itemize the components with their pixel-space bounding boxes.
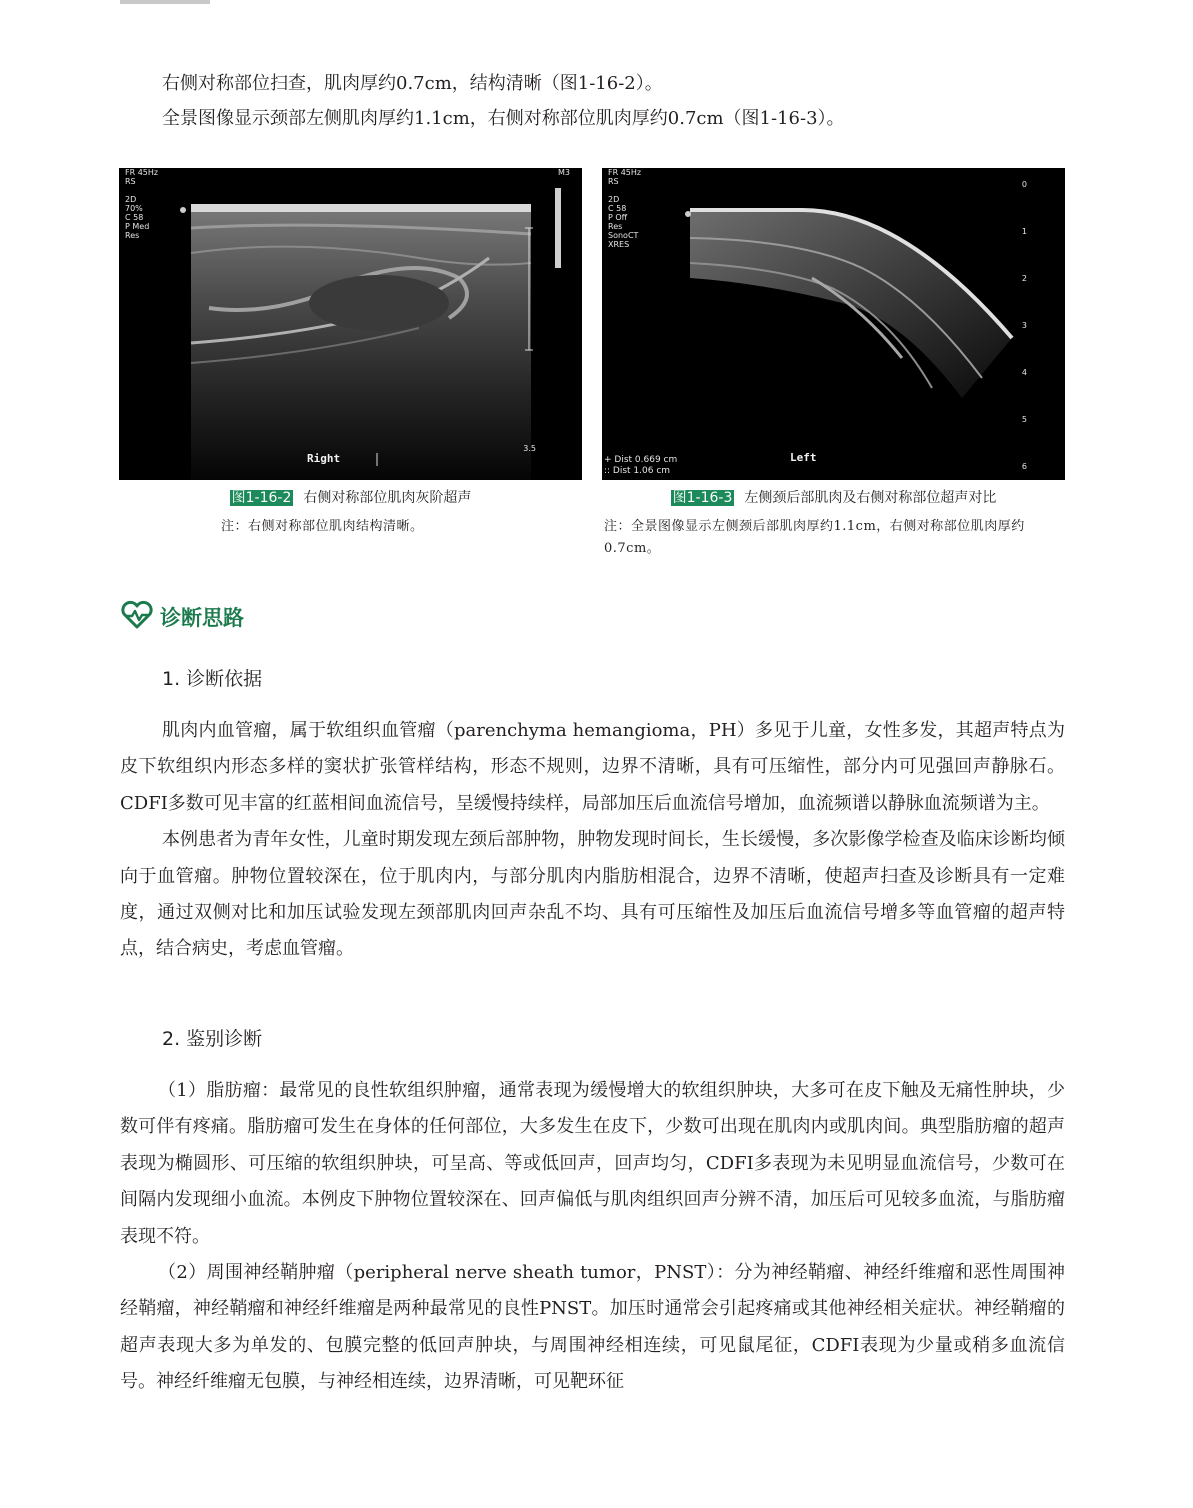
side-label-right: Right <box>307 452 341 465</box>
section-heading <box>120 600 244 634</box>
overlay-line: C 58 <box>608 204 627 213</box>
ultrasound-scan-left <box>602 168 1065 480</box>
caption-text: 左侧颈后部肌肉及右侧对称部位超声对比 <box>744 490 997 506</box>
overlay-line: RS <box>608 177 619 186</box>
overlay-line <box>125 186 158 195</box>
overlay-params-left <box>608 168 641 249</box>
intro-text <box>120 66 1065 136</box>
figure-caption <box>602 490 1065 506</box>
depth-scale <box>1022 180 1027 471</box>
section-title: 诊断思路 <box>160 605 244 630</box>
figure-1-16-3 <box>602 168 1065 560</box>
overlay-line: RS <box>125 177 136 186</box>
scale-tick: 6 <box>1021 462 1027 471</box>
scale-tick: 4 <box>1021 368 1027 377</box>
scale-tick: 5 <box>1021 415 1027 424</box>
overlay-line: 70% <box>125 204 143 213</box>
caption-text: 右侧对称部位肌肉灰阶超声 <box>303 490 472 506</box>
intro-line-2: 全景图像显示颈部左侧肌肉厚约1.1cm，右侧对称部位肌肉厚约0.7cm（图1-16-3）。 <box>162 108 845 129</box>
subheading-basis: 1. 诊断依据 <box>162 668 263 690</box>
ultrasound-image-left <box>602 168 1065 480</box>
overlay-line: FR 45Hz <box>608 168 642 177</box>
scale-tick: 3 <box>1021 321 1027 330</box>
page-corner-mark <box>120 0 210 4</box>
overlay-line <box>608 186 641 195</box>
ultrasound-scan-right <box>119 168 582 480</box>
figure-number-tag: 图1-16-2 <box>231 490 292 506</box>
distance-readout <box>604 455 677 477</box>
ultrasound-image-right <box>119 168 582 480</box>
figure-note: 注：右侧对称部位肌肉结构清晰。 <box>221 519 424 534</box>
overlay-line: SonoCT <box>608 231 639 240</box>
corner-label: M3 <box>558 168 570 177</box>
paragraph: 本例患者为青年女性，儿童时期发现左颈后部肿物，肿物发现时间长，生长缓慢，多次影像学检查及临床诊断均倾向于血管瘤。肿物位置较深在，位于肌肉内，与部分肌肉内脂肪相混合，边界不清晰，使超声扫查及诊断具有一定难度，通过双侧对比和加压试验发现左颈部肌肉回声杂乱不均、具有可压缩性及加压后血流信号增多等血管瘤的超声特点，结合病史，考虑血管瘤。 <box>120 829 1065 960</box>
overlay-line: 2D <box>125 195 137 204</box>
differential-paragraphs <box>120 1073 1065 1401</box>
figure-caption <box>119 490 582 506</box>
figure-note: 注：全景图像显示左侧颈后部肌肉厚约1.1cm，右侧对称部位肌肉厚约0.7cm。 <box>604 519 1025 556</box>
figure-number-tag: 图1-16-3 <box>672 490 733 506</box>
depth-label: 3.5 <box>523 444 536 453</box>
paragraph: （2）周围神经鞘肿瘤（peripheral nerve sheath tumor，PNST）：分为神经鞘瘤、神经纤维瘤和恶性周围神经鞘瘤，神经鞘瘤和神经纤维瘤是两种最常见的良性PNST。加压时通常会引起疼痛或其他神经相关症状。神经鞘瘤的超声表现大多为单发的、包膜完整的低回声肿块，与周围神经相连续，可见鼠尾征，CDFI表现为少量或稍多血流信号。神经纤维瘤无包膜，与神经相连续，边界清晰，可见靶环征 <box>120 1262 1065 1393</box>
paragraph: 肌肉内血管瘤，属于软组织血管瘤（parenchyma hemangioma，PH）多见于儿童，女性多发，其超声特点为皮下软组织内形态多样的窦状扩张管样结构，形态不规则，边界不清晰，具有可压缩性，部分内可见强回声静脉石。CDFI多数可见丰富的红蓝相间血流信号，呈缓慢持续样，局部加压后血流信号增加，血流频谱以静脉血流频谱为主。 <box>120 720 1065 814</box>
overlay-line: P Off <box>608 213 628 222</box>
side-label-left: Left <box>790 451 817 464</box>
overlay-line: 2D <box>608 195 620 204</box>
overlay-line: FR 45Hz <box>125 168 159 177</box>
subheading-differential: 2. 鉴别诊断 <box>162 1028 263 1050</box>
overlay-params-right <box>125 168 158 240</box>
intro-line-1: 右侧对称部位扫查，肌肉厚约0.7cm，结构清晰（图1-16-2）。 <box>162 73 663 94</box>
overlay-line: Res <box>608 222 623 231</box>
overlay-line: C 58 <box>125 213 144 222</box>
dist-2: :: Dist 1.06 cm <box>604 466 671 476</box>
scale-tick: 1 <box>1021 227 1027 236</box>
basis-paragraphs <box>120 713 1065 968</box>
figure-1-16-2 <box>119 168 582 538</box>
overlay-line: P Med <box>125 222 150 231</box>
dist-1: + Dist 0.669 cm <box>604 455 678 465</box>
overlay-line: Res <box>125 231 140 240</box>
heart-pulse-icon <box>120 600 154 634</box>
paragraph: （1）脂肪瘤：最常见的良性软组织肿瘤，通常表现为缓慢增大的软组织肿块，大多可在皮下触及无痛性肿块，少数可伴有疼痛。脂肪瘤可发生在身体的任何部位，大多发生在皮下，少数可出现在肌肉内或肌肉间。典型脂肪瘤的超声表现为椭圆形、可压缩的软组织肿块，可呈高、等或低回声，回声均匀，CDFI多表现为未见明显血流信号，少数可在间隔内发现细小血流。本例皮下肿物位置较深在、回声偏低与肌肉组织回声分辨不清，加压后可见较多血流，与脂肪瘤表现不符。 <box>120 1080 1065 1247</box>
scale-tick: 0 <box>1021 180 1027 189</box>
scale-tick: 2 <box>1021 274 1027 283</box>
overlay-line: XRES <box>608 240 630 249</box>
